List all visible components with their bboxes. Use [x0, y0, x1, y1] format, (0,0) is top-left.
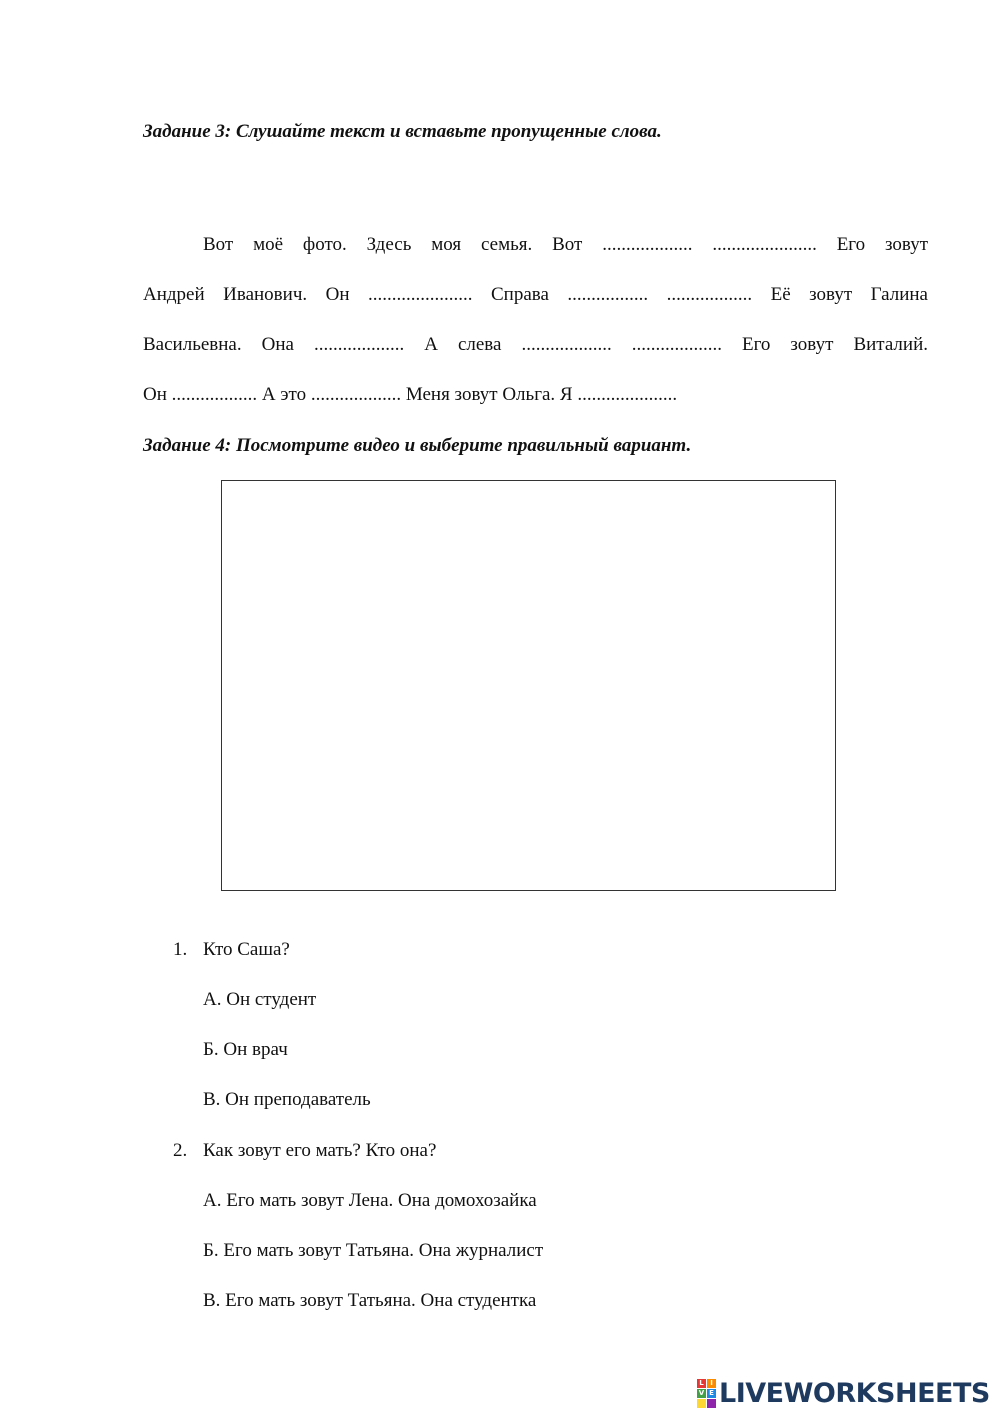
question-1-number: 1.: [173, 939, 188, 960]
liveworksheets-logo-text: LIVEWORKSHEETS: [719, 1377, 990, 1409]
task-3-text-line-2: Андрей Иванович. Он ...................... Справа ................. .................. Её зовут Галина: [143, 284, 928, 305]
task-3-text-line-1: Вот моё фото. Здесь моя семья. Вот ................... ...................... Его зовут: [203, 234, 928, 255]
question-2-option-a[interactable]: А. Его мать зовут Лена. Она домохозайка: [203, 1190, 537, 1211]
logo-mark-cell: L: [697, 1379, 706, 1388]
question-1-option-b[interactable]: Б. Он врач: [203, 1039, 288, 1060]
question-2-option-c[interactable]: В. Его мать зовут Татьяна. Она студентка: [203, 1290, 537, 1311]
task-3-text-line-3: Васильевна. Она ................... А слева ................... ................... Его зовут Виталий.: [143, 334, 928, 355]
liveworksheets-logo-icon: [697, 1379, 716, 1408]
question-2-text: Как зовут его мать? Кто она?: [203, 1140, 437, 1161]
video-player-frame[interactable]: [221, 480, 836, 891]
question-1-option-a[interactable]: А. Он студент: [203, 989, 317, 1010]
task-4-title: Задание 4: Посмотрите видео и выберите правильный вариант.: [143, 435, 692, 456]
liveworksheets-logo: [697, 1377, 990, 1409]
task-3-text-line-4: Он .................. А это ................... Меня зовут Ольга. Я .....................: [143, 384, 678, 405]
logo-mark-cell: [697, 1399, 706, 1408]
question-1-option-c[interactable]: В. Он преподаватель: [203, 1089, 371, 1110]
question-2-number: 2.: [173, 1140, 188, 1161]
question-2-option-b[interactable]: Б. Его мать зовут Татьяна. Она журналист: [203, 1240, 544, 1261]
logo-mark-cell: V: [698, 1388, 705, 1397]
logo-mark-cell: [707, 1399, 716, 1408]
logo-mark-cell: I: [707, 1379, 716, 1388]
task-3-title: Задание 3: Слушайте текст и вставьте пропущенные слова.: [143, 121, 662, 142]
question-1-text: Кто Саша?: [203, 939, 290, 960]
logo-mark-cell: E: [707, 1389, 716, 1398]
